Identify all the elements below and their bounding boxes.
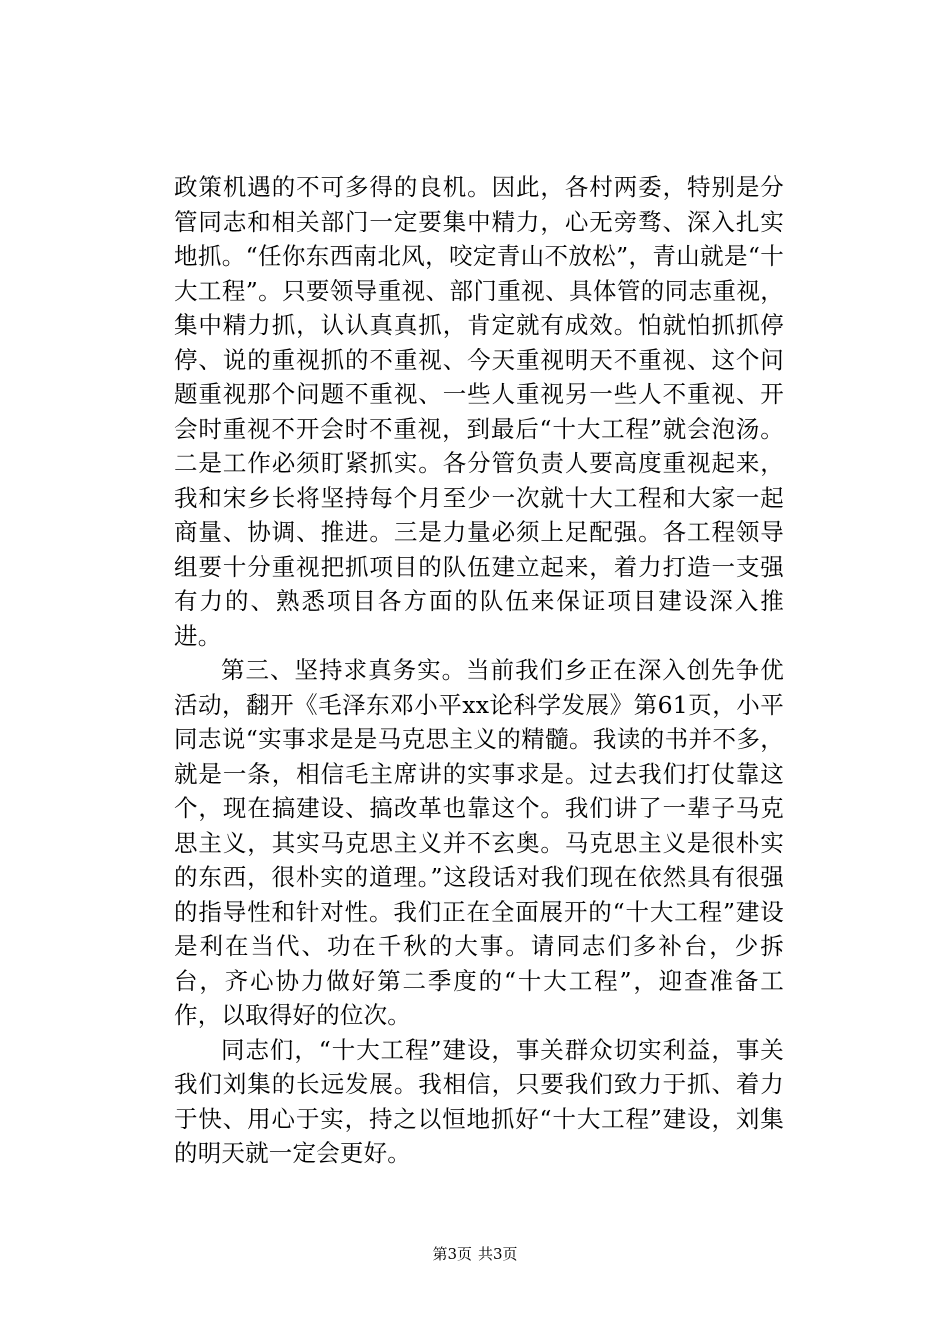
page-number: 第3页 [432,1245,472,1263]
document-body [174,170,784,1171]
paragraph-2: 第三、坚持求真务实。当前我们乡正在深入创先争优活动，翻开《毛泽东邓小平xx论科学发展》第61页，小平同志说“实事求是是马克思主义的精髓。我读的书并不多，就是一条，相信毛主席讲的实事求是。过去我们打仗靠这个，现在搞建设、搞改革也靠这个。我们讲了一辈子马克思主义，其实马克思主义并不玄奥。马克思主义是很朴实的东西，很朴实的道理。”这段话对我们现在依然具有很强的指导性和针对性。我们正在全面展开的“十大工程”建设是利在当代、功在千秋的大事。请同志们多补台，少拆台，齐心协力做好第二季度的“十大工程”，迎查准备工作，以取得好的位次。 [174,656,784,1029]
page-footer [0,1244,950,1264]
paragraph-1: 政策机遇的不可多得的良机。因此，各村两委，特别是分管同志和相关部门一定要集中精力，心无旁骛、深入扎实地抓。“任你东西南北风，咬定青山不放松”，青山就是“十大工程”。只要领导重视、部门重视、具体管的同志重视，集中精力抓，认认真真抓，肯定就有成效。怕就怕抓抓停停、说的重视抓的不重视、今天重视明天不重视、这个问题重视那个问题不重视、一些人重视另一些人不重视、开会时重视不开会时不重视，到最后“十大工程”就会泡汤。二是工作必须盯紧抓实。各分管负责人要高度重视起来，我和宋乡长将坚持每个月至少一次就十大工程和大家一起商量、协调、推进。三是力量必须上足配强。各工程领导组要十分重视把抓项目的队伍建立起来，着力打造一支强有力的、熟悉项目各方面的队伍来保证项目建设深入推进。 [174,173,784,650]
paragraph-3: 同志们，“十大工程”建设，事关群众切实利益，事关我们刘集的长远发展。我相信，只要我们致力于抓、着力于快、用心于实，持之以恒地抓好“十大工程”建设，刘集的明天就一定会更好。 [174,1035,784,1167]
page-total: 共3页 [478,1245,518,1263]
